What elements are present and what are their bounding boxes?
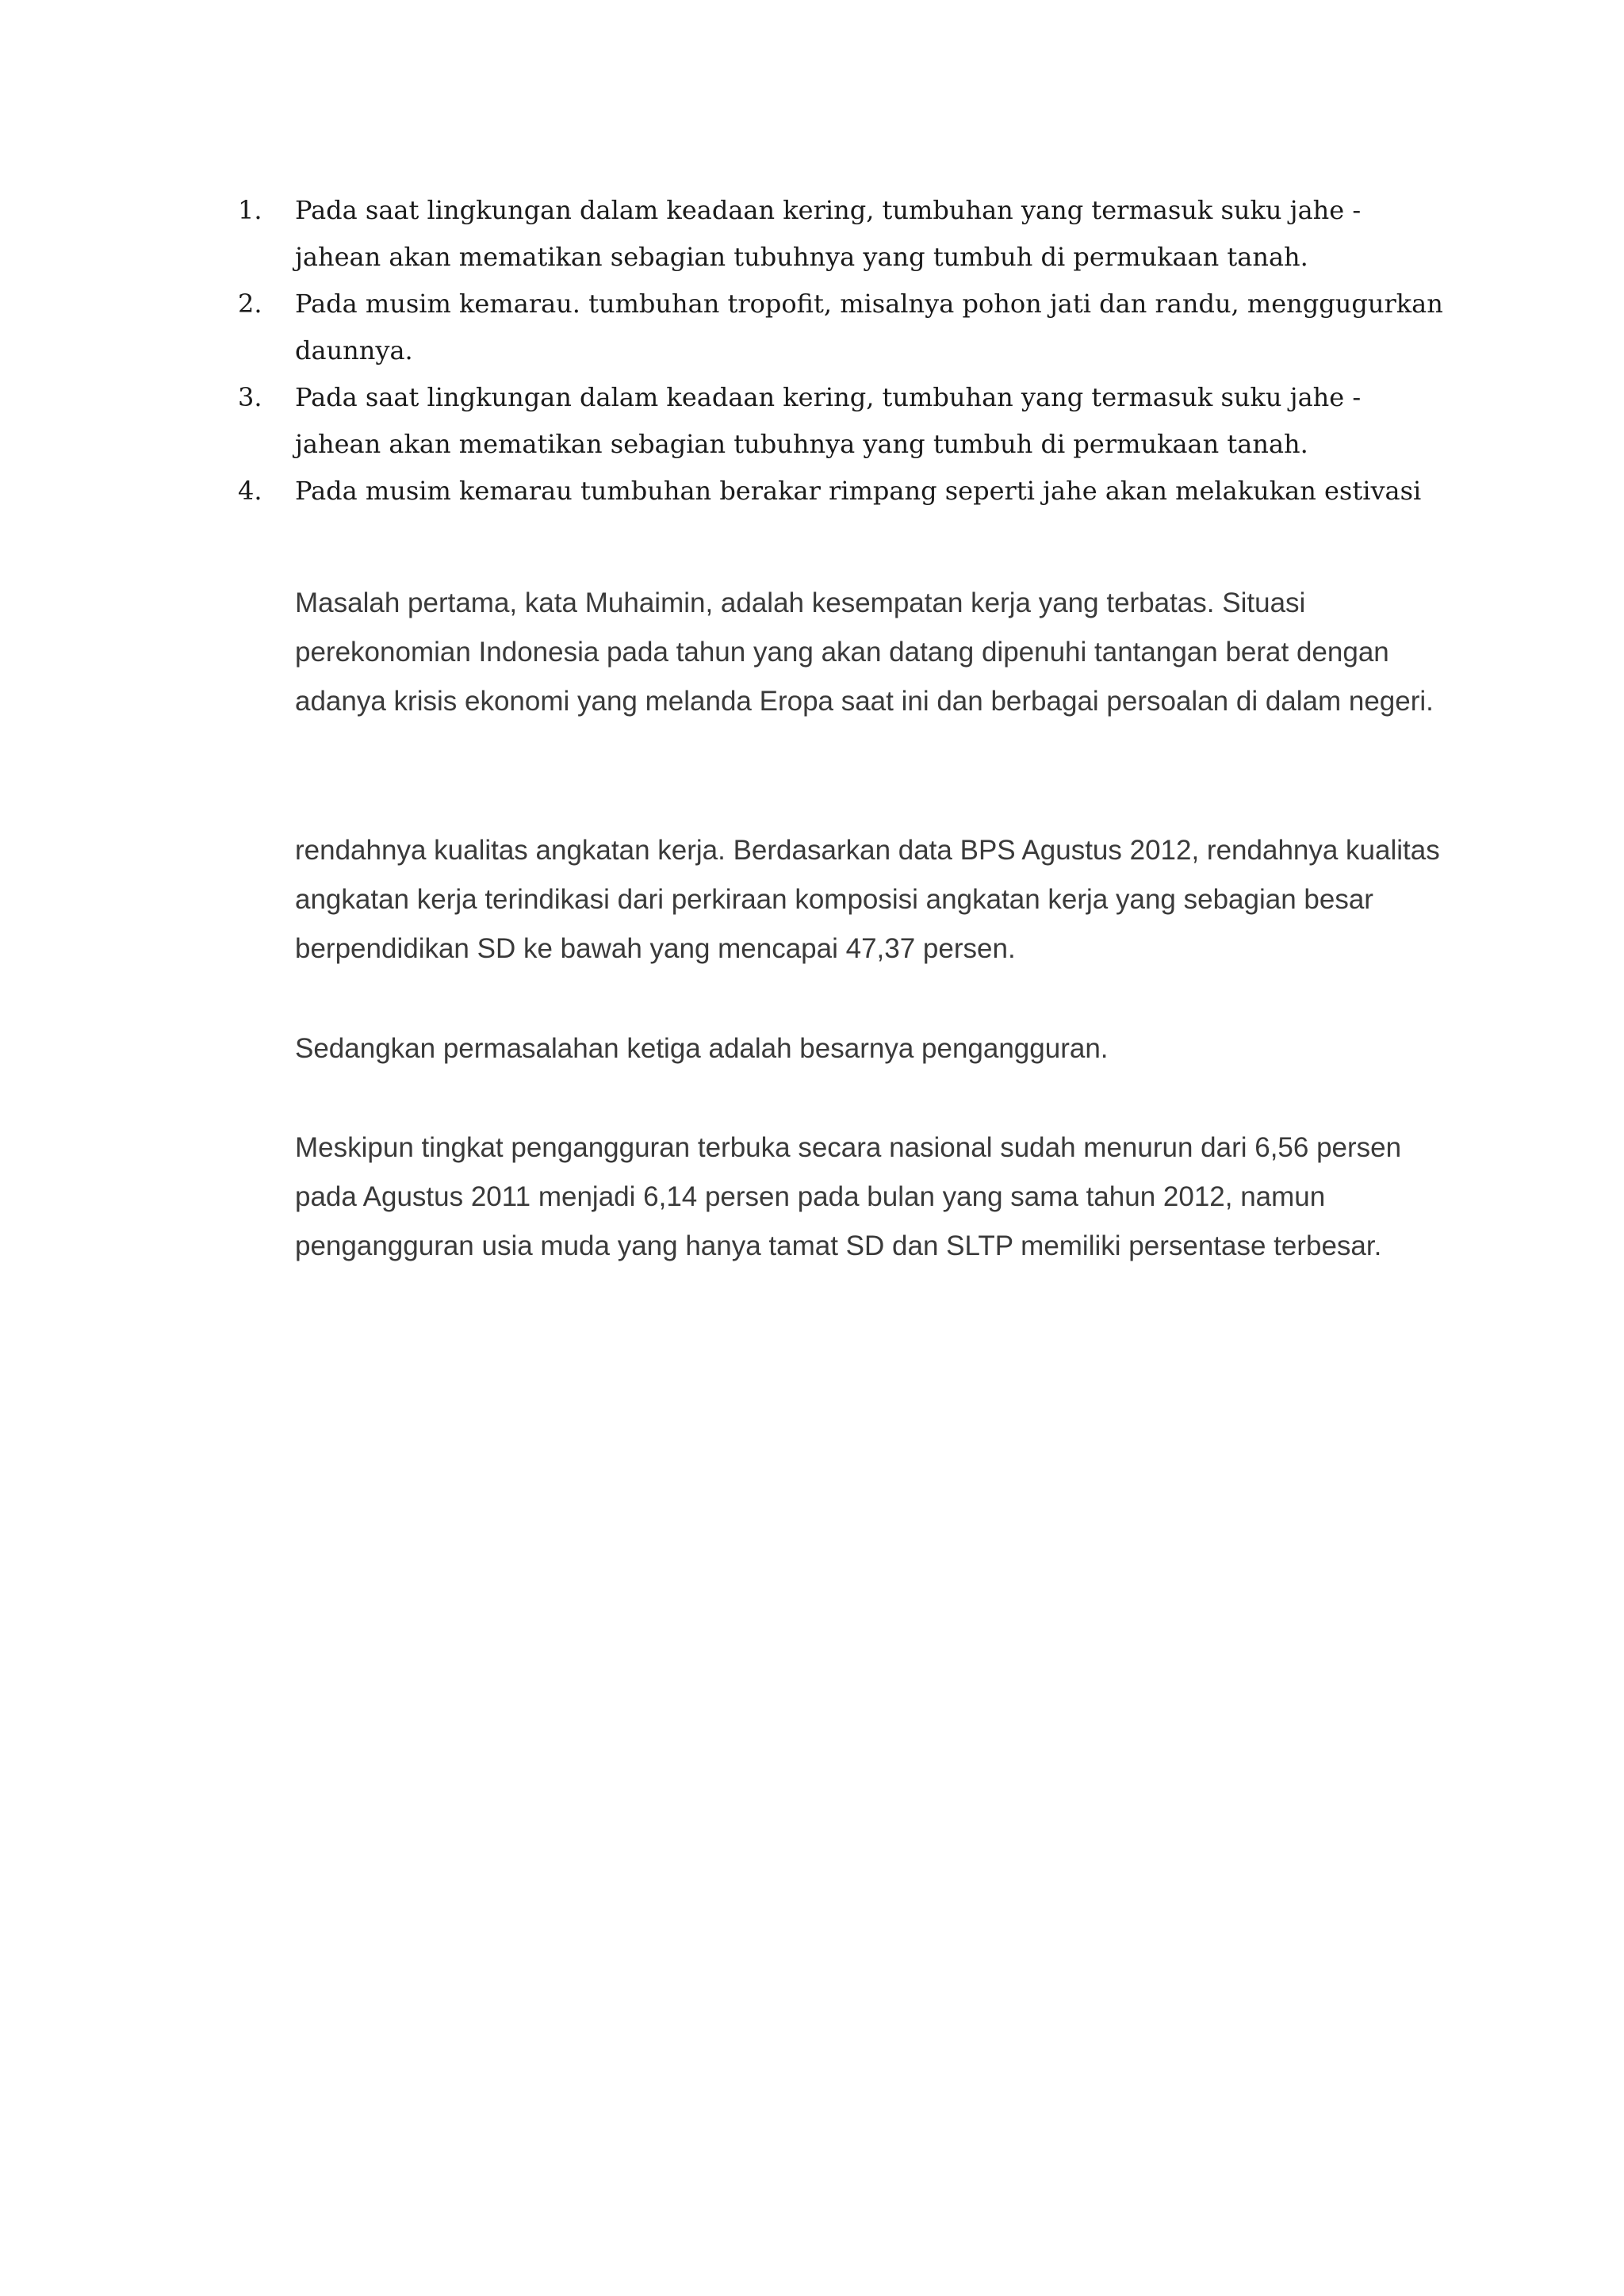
list-item [238,374,1443,468]
numbered-list [238,187,1443,515]
body-paragraph: Sedangkan permasalahan ketiga adalah besarnya pengangguran. [295,1033,1109,1064]
body-paragraph: Meskipun tingkat pengangguran terbuka secara nasional sudah menurun dari 6,56 persen pada Agustus 2011 menjadi 6,14 persen pada bulan yang sama tahun 2012, namun pengangguran usia muda yang hanya tamat SD dan SLTP memiliki persentase terbesar. [295,1132,1402,1261]
list-item-number: 4. [238,476,262,506]
list-item-number: 1. [238,195,262,225]
list-item [238,281,1443,374]
list-item-text: Pada musim kemarau tumbuhan berakar rimpang seperti jahe akan melakukan estivasi [295,476,1422,506]
body-paragraph: rendahnya kualitas angkatan kerja. Berdasarkan data BPS Agustus 2012, rendahnya kualitas angkatan kerja terindikasi dari perkiraan komposisi angkatan kerja yang sebagian besar berpendidikan SD ke bawah yang mencapai 47,37 persen. [295,835,1440,964]
list-item-text: Pada saat lingkungan dalam keadaan kering, tumbuhan yang termasuk suku jahe -jahean akan mematikan sebagian tubuhnya yang tumbuh di permukaan tanah. [295,195,1362,272]
body-paragraph: Masalah pertama, kata Muhaimin, adalah kesempatan kerja yang terbatas. Situasi perekonomian Indonesia pada tahun yang akan datang dipenuhi tantangan berat dengan adanya krisis ekonomi yang melanda Eropa saat ini dan berbagai persoalan di dalam negeri. [295,587,1434,717]
list-item-number: 3. [238,382,262,412]
list-item-text: Pada musim kemarau. tumbuhan tropofit, misalnya pohon jati dan randu, menggugurkan daunnya. [295,289,1443,365]
list-item [238,468,1443,515]
list-item [238,187,1443,281]
list-item-number: 2. [238,289,262,319]
list-item-text: Pada saat lingkungan dalam keadaan kering, tumbuhan yang termasuk suku jahe -jahean akan mematikan sebagian tubuhnya yang tumbuh di permukaan tanah. [295,382,1362,459]
